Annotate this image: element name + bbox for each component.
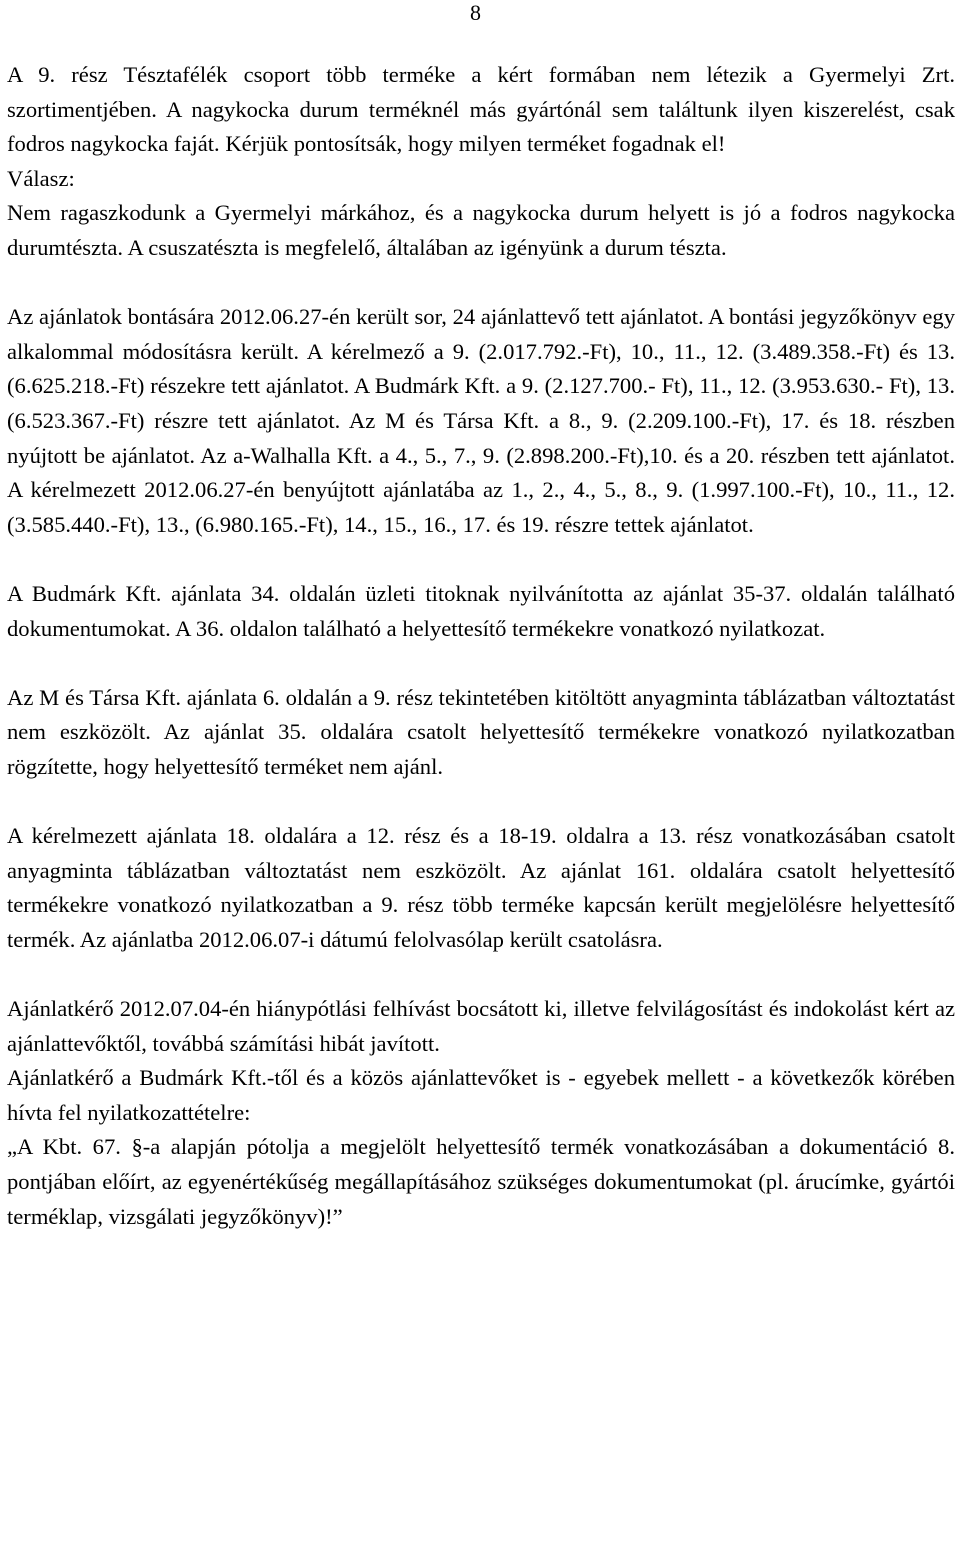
paragraph-answer: Nem ragaszkodunk a Gyermelyi márkához, és a nagykocka durum helyett is jó a fodros nagykocka durumtészta. A csuszatészta is megfelelő, általában az igényünk a durum tészta. <box>7 200 955 260</box>
paragraph-gap <box>7 784 955 819</box>
page-number: 8 <box>470 0 481 25</box>
paragraph-quote: „A Kbt. 67. §-a alapján pótolja a megjelölt helyettesítő termék vonatkozásában a dokumentáció 8. pontjában előírt, az egyenértékűség megállapításához szükséges dokumentumokat (pl. árucímke, gyártói terméklap, vizsgálati jegyzőkönyv)!” <box>7 1134 955 1229</box>
paragraph-question: A 9. rész Tésztafélék csoport több terméke a kért formában nem létezik a Gyermelyi Zrt. szortimentjében. A nagykocka durum terméknél más gyártónál sem találtunk ilyen kiszerelést, csak fodros nagykocka faját. Kérjük pontosítsák, hogy milyen terméket fogadnak el! <box>7 62 955 157</box>
paragraph-kerelmezett-offer: A kérelmezett ajánlata 18. oldalára a 12. rész és a 18-19. oldalra a 13. rész vonatkozásában csatolt anyagminta táblázatban változtatást nem eszközölt. Az ajánlat 161. oldalára csatolt helyettesítő termékekre vonatkozó nyilatkozatban a 9. rész több terméke kapcsán került megjelölésre helyettesítő termék. Az ajánlatba 2012.06.07-i dátumú felolvasólap került csatolásra. <box>7 823 955 952</box>
paragraph-gap <box>7 266 955 301</box>
paragraph-gap <box>7 542 955 577</box>
paragraph-bid-opening: Az ajánlatok bontására 2012.06.27-én került sor, 24 ajánlattevő tett ajánlatot. A bontási jegyzőkönyv egy alkalommal módosításra került. A kérelmező a 9. (2.017.792.-Ft), 10., 11., 12. (3.489.358.-Ft) és 13. (6.625.218.-Ft) részekre tett ajánlatot. A Budmárk Kft. a 9. (2.127.700.- Ft), 11., 12. (3.953.630.- Ft), 13. (6.523.367.-Ft) részre tett ajánlatot. Az M és Társa Kft. a 8., 9. (2.209.100.-Ft), 17. és 18. részben nyújtott be ajánlatot. Az a-Walhalla Kft. a 4., 5., 7., 9. (2.898.200.-Ft),10. és a 20. részben tett ajánlatot. A kérelmezett 2012.06.27-én benyújtott ajánlatába az 1., 2., 4., 5., 8., 9. (1.997.100.-Ft), 10., 11., 12. (3.585.440.-Ft), 13., (6.980.165.-Ft), 14., 15., 16., 17. és 19. részre tettek ajánlatot. <box>7 304 955 537</box>
paragraph-budmark-offer: A Budmárk Kft. ajánlata 34. oldalán üzleti titoknak nyilvánította az ajánlat 35-37. oldalán található dokumentumokat. A 36. oldalon található a helyettesítő termékekre vonatkozó nyilatkozat. <box>7 580 955 641</box>
paragraph-gap <box>7 646 955 681</box>
paragraph-hianypotlas: Ajánlatkérő 2012.07.04-én hiánypótlási felhívást bocsátott ki, illetve felvilágosítást és indokolást kért az ajánlattevőktől, továbbá számítási hibát javított. <box>7 996 955 1056</box>
document-body <box>7 58 955 1234</box>
paragraph-nyilatkozattetel: Ajánlatkérő a Budmárk Kft.-től és a közös ajánlattevőket is - egyebek mellett - a következők körében hívta fel nyilatkozattételre: <box>7 1065 955 1125</box>
paragraph-m-es-tarsa-offer: Az M és Társa Kft. ajánlata 6. oldalán a 9. rész tekintetében kitöltött anyagminta táblázatban változtatást nem eszközölt. Az ajánlat 35. oldalára csatolt helyettesítő termékekre vonatkozó nyilatkozatban rögzítette, hogy helyettesítő terméket nem ajánl. <box>7 684 955 779</box>
paragraph-answer-label: Válasz: <box>7 165 75 191</box>
paragraph-gap <box>7 957 955 992</box>
